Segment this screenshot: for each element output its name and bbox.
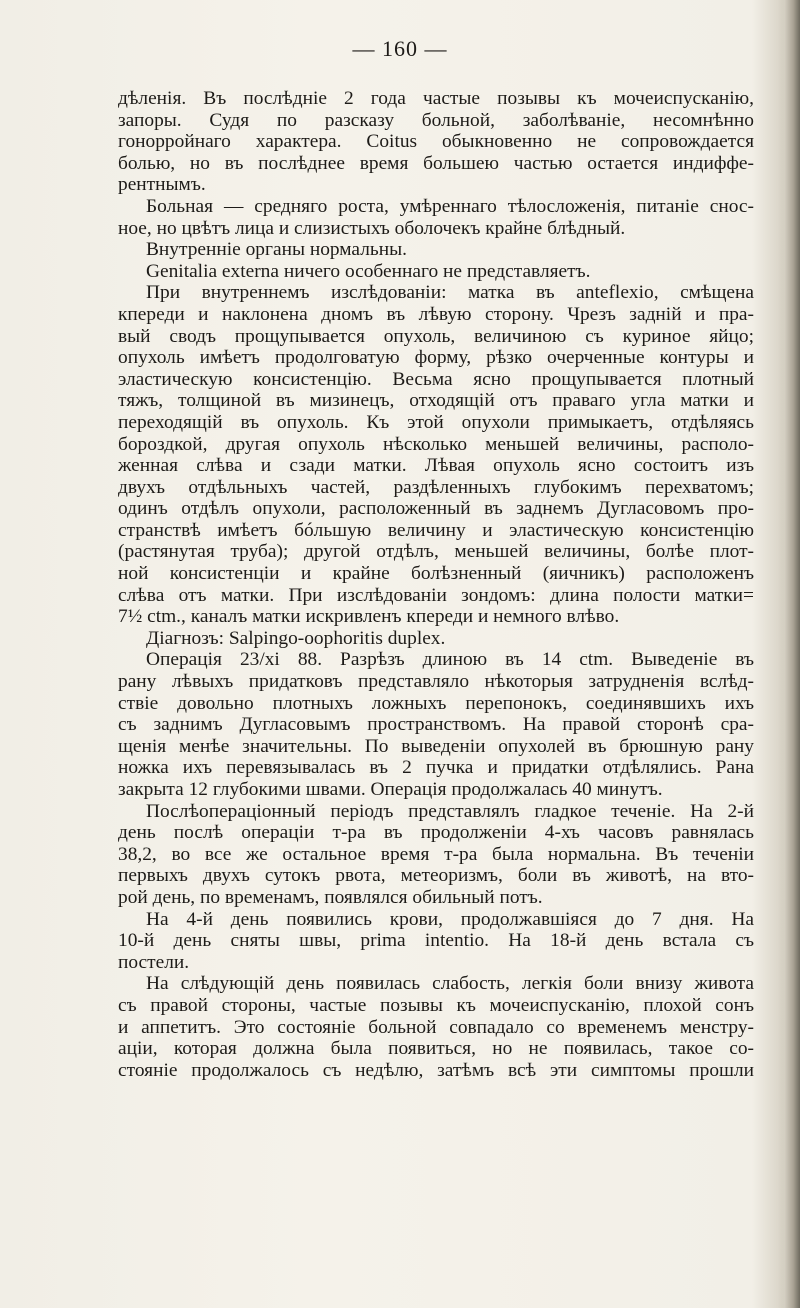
text-line: и аппетитъ. Это состояніе больной совпадало со временемъ менстру-	[118, 1016, 754, 1038]
text-line: Genitalia externa ничего особеннаго не представляетъ.	[146, 260, 591, 282]
text-line: ной консистенціи и крайне болѣзненный (яичникъ) расположенъ	[118, 563, 754, 585]
text-line: одинъ отдѣлъ опухоли, расположенный въ заднемъ Дугласовомъ про-	[118, 498, 754, 520]
text-line: Діагнозъ: Salpingo-oophoritis duplex.	[146, 627, 446, 649]
text-line: кпереди и наклонена дномъ въ лѣвую сторону. Чрезъ задній и пра-	[118, 303, 754, 325]
page-number: — 160 —	[352, 36, 448, 61]
text-line: гонорройнаго характера. Coitus обыкновенно не сопровождается	[118, 131, 754, 153]
text-line: съ правой стороны, частые позывы къ мочеиспусканію, плохой сонъ	[118, 994, 754, 1016]
text-line: Послѣопераціонный періодъ представлялъ гладкое теченіе. На 2-й	[146, 800, 754, 822]
text-line: запоры. Судя по разсказу больной, заболѣваніе, несомнѣнно	[118, 109, 754, 131]
text-line: При внутреннемъ изслѣдованіи: матка въ anteflexio, смѣщена	[146, 282, 754, 304]
text-line: странствѣ имѣетъ бóльшую величину и эластическую консистенцію	[118, 519, 754, 541]
text-line: Больная — средняго роста, умѣреннаго тѣлосложенія, питаніе снос-	[146, 195, 754, 217]
text-line: закрыта 12 глубокими швами. Операція продолжалась 40 минутъ.	[118, 779, 663, 800]
text-line: опухоль имѣетъ продолговатую форму, рѣзко очерченные контуры и	[118, 347, 754, 369]
text-line: день послѣ операціи т-ра въ продолженіи 4-хъ часовъ равнялась	[118, 822, 754, 844]
text-line: ное, но цвѣтъ лица и слизистыхъ оболочекъ крайне блѣдный.	[118, 217, 626, 239]
text-line: рану лѣвыхъ придатковъ представляло нѣкоторыя затрудненія вслѣд-	[118, 671, 754, 693]
text-line: Операція 23/xi 88. Разрѣзъ длиною въ 14 ctm. Выведеніе въ	[146, 649, 754, 671]
text-line: ствіе довольно плотныхъ ложныхъ перепонокъ, соединявшихъ ихъ	[118, 692, 754, 714]
text-line: женная слѣва и сзади матки. Лѣвая опухоль ясно состоитъ изъ	[118, 455, 754, 477]
text-line: съ заднимъ Дугласовымъ пространствомъ. На правой сторонѣ сра-	[118, 714, 754, 736]
text-line: аціи, которая должна была появиться, но не появилась, такое со-	[118, 1038, 754, 1060]
text-line: переходящій въ опухоль. Къ этой опухоли примыкаетъ, отдѣляясь	[118, 411, 754, 433]
text-line: бороздкой, другая опухоль нѣсколько меньшей величины, располо-	[118, 433, 754, 455]
text-line: стояніе продолжалось съ недѣлю, затѣмъ всѣ эти симптомы прошли	[118, 1059, 754, 1081]
text-line: тяжъ, толщиной въ мизинецъ, отходящій отъ праваго угла матки и	[118, 390, 754, 412]
text-line: На слѣдующій день появилась слабость, легкія боли внизу живота	[146, 973, 754, 995]
text-line: 10-й день сняты швы, prima intentio. На 18-й день встала съ	[118, 930, 754, 952]
text-line: (растянутая труба); другой отдѣлъ, меньшей величины, болѣе плот-	[118, 541, 754, 563]
text-line: дѣленія. Въ послѣдніе 2 года частые позывы къ мочеиспусканію,	[118, 88, 754, 109]
text-line: болью, но въ послѣднее время большею частью остается индиффе-	[118, 152, 754, 174]
text-line: На 4-й день появились крови, продолжавшіяся до 7 дня. На	[146, 908, 754, 930]
body-text	[118, 88, 754, 1081]
text-line: 7½ ctm., каналъ матки искривленъ кпереди и немного влѣво.	[118, 606, 620, 628]
text-line: вый сводъ прощупывается опухоль, величиною съ куриное яйцо;	[118, 325, 754, 347]
page-edge-shadow	[778, 0, 800, 1308]
text-line: 38,2, во все же остальное время т-ра была нормальна. Въ теченіи	[118, 843, 754, 865]
text-line: щенія менѣе значительны. По выведеніи опухолей въ брюшную рану	[118, 735, 754, 757]
text-line: рентнымъ.	[118, 174, 206, 196]
text-line: Внутренніе органы нормальны.	[146, 239, 407, 261]
text-line: слѣва отъ матки. При изслѣдованіи зондомъ: длина полости матки=	[118, 584, 754, 606]
text-line: постели.	[118, 951, 190, 973]
text-line: эластическую консистенцію. Весьма ясно прощупывается плотный	[118, 368, 754, 390]
text-line: рой день, по временамъ, появлялся обильный потъ.	[118, 886, 543, 908]
text-line: первыхъ двухъ сутокъ рвота, метеоризмъ, боли въ животѣ, на вто-	[118, 865, 754, 887]
text-line: двухъ отдѣльныхъ частей, раздѣленныхъ глубокимъ перехватомъ;	[118, 476, 754, 498]
text-line: ножка ихъ перевязывалась въ 2 пучка и придатки отдѣлялись. Рана	[118, 757, 754, 779]
